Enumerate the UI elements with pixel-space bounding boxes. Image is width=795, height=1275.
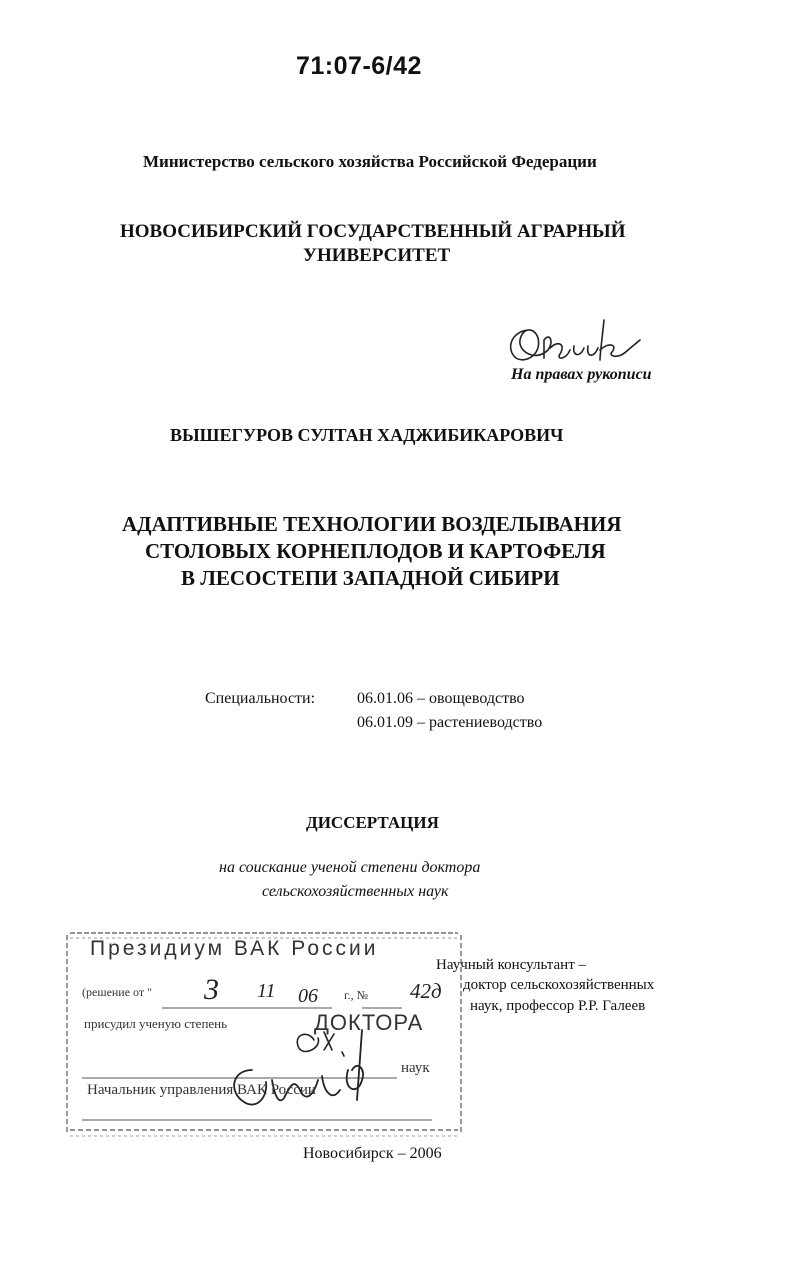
consultant-line1: Научный консультант – <box>436 957 586 973</box>
manuscript-rights-note: На правах рукописи <box>511 366 652 383</box>
specialties-label: Специальности: <box>205 690 316 707</box>
archive-code: 71:07-6/42 <box>296 52 422 80</box>
thesis-title-line3: В ЛЕСОСТЕПИ ЗАПАДНОЙ СИБИРИ <box>181 566 560 590</box>
consultant-line3: наук, профессор Р.Р. Галеев <box>470 998 646 1014</box>
stamp-year: 06 <box>298 985 318 1007</box>
stamp-degree: ДОКТОРА <box>314 1010 424 1035</box>
degree-line2: сельскохозяйственных наук <box>262 883 449 900</box>
stamp-heading: Президиум ВАК России <box>90 937 379 960</box>
consultant-line2: доктор сельскохозяйственных <box>463 977 655 993</box>
stamp-border <box>62 930 467 1145</box>
city-year: Новосибирск – 2006 <box>303 1145 442 1162</box>
specialty-item: 06.01.06 – овощеводство <box>357 690 525 707</box>
ministry-name: Министерство сельского хозяйства Российской Федерации <box>143 152 597 171</box>
university-name-line2: УНИВЕРСИТЕТ <box>303 245 451 266</box>
document-type: ДИССЕРТАЦИЯ <box>306 813 439 832</box>
author-signature <box>500 310 650 370</box>
thesis-title-line1: АДАПТИВНЫЕ ТЕХНОЛОГИИ ВОЗДЕЛЫВАНИЯ <box>122 512 622 536</box>
vak-stamp <box>62 930 467 1145</box>
stamp-year-suffix: г., № <box>344 988 369 1002</box>
degree-line1: на соискание ученой степени доктора <box>219 859 481 876</box>
thesis-title-line2: СТОЛОВЫХ КОРНЕПЛОДОВ И КАРТОФЕЛЯ <box>145 539 606 563</box>
stamp-award-text: присудил ученую степень <box>84 1016 228 1031</box>
stamp-sciences: наук <box>401 1060 430 1076</box>
stamp-number: 42д <box>410 979 442 1003</box>
university-name-line1: НОВОСИБИРСКИЙ ГОСУДАРСТВЕННЫЙ АГРАРНЫЙ <box>120 221 626 242</box>
author-name: ВЫШЕГУРОВ СУЛТАН ХАДЖИБИКАРОВИЧ <box>170 425 564 445</box>
stamp-decision-label: (решение от " <box>82 985 153 999</box>
stamp-chief: Начальник управления ВАК России <box>87 1082 316 1098</box>
stamp-month: 11 <box>257 980 276 1002</box>
stamp-day: 3 <box>204 973 219 1006</box>
specialty-item: 06.01.09 – растениеводство <box>357 714 543 731</box>
